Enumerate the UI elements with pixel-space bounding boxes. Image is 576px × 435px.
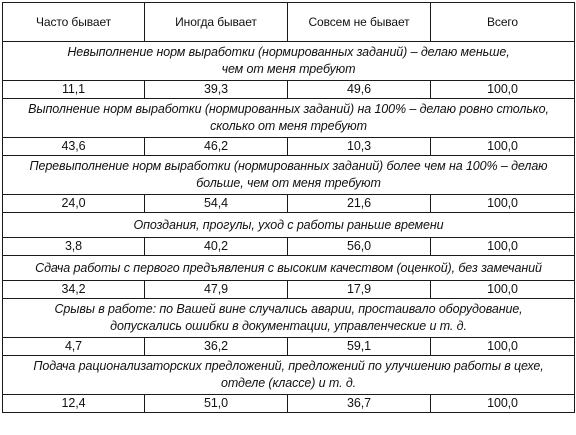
table-row bbox=[3, 281, 575, 299]
cell-total: 100,0 bbox=[431, 195, 575, 213]
cell-never: 56,0 bbox=[288, 238, 431, 256]
cell-often: 3,8 bbox=[3, 238, 145, 256]
header-row bbox=[3, 3, 575, 42]
cell-never: 10,3 bbox=[288, 138, 431, 156]
caption-line: Выполнение норм выработки (нормированных заданий) на 100% – делаю ровно столько, bbox=[28, 102, 549, 116]
cell-sometimes: 51,0 bbox=[145, 395, 288, 413]
caption-line: отделе (классе) и т. д. bbox=[220, 376, 357, 390]
table-row-caption bbox=[3, 156, 575, 195]
cell-total: 100,0 bbox=[431, 281, 575, 299]
survey-table bbox=[2, 2, 575, 413]
caption-line: чем от меня требуют bbox=[221, 62, 356, 76]
caption-line: Подача рационализаторских предложений, предложений по улучшению работы в цехе, bbox=[33, 359, 544, 373]
row-caption bbox=[3, 356, 575, 395]
caption-line: сколько от меня требуют bbox=[210, 119, 367, 133]
cell-total: 100,0 bbox=[431, 81, 575, 99]
cell-sometimes: 36,2 bbox=[145, 338, 288, 356]
cell-sometimes: 40,2 bbox=[145, 238, 288, 256]
cell-total: 100,0 bbox=[431, 138, 575, 156]
column-header-never: Совсем не бывает bbox=[288, 3, 431, 42]
cell-never: 36,7 bbox=[288, 395, 431, 413]
caption-line: Сдача работы с первого предъявления с высоким качеством (оценкой), без замечаний bbox=[35, 260, 542, 275]
cell-sometimes: 39,3 bbox=[145, 81, 288, 99]
caption-line: допускались ошибки в документации, управленческие и т. д. bbox=[110, 319, 467, 333]
caption-line: Перевыполнение норм выработки (нормированных заданий) более чем на 100% – делаю bbox=[29, 159, 548, 173]
caption-line: Срывы в работе: по Вашей вине случались аварии, простаивало оборудование, bbox=[54, 302, 523, 316]
row-caption bbox=[3, 99, 575, 138]
caption-line: больше, чем от меня требуют bbox=[196, 176, 381, 190]
row-caption bbox=[3, 213, 575, 238]
table-row bbox=[3, 195, 575, 213]
table-row bbox=[3, 395, 575, 413]
caption-line: Невыполнение норм выработки (нормированных заданий) – делаю меньше, bbox=[67, 45, 510, 59]
cell-often: 11,1 bbox=[3, 81, 145, 99]
table-row-caption bbox=[3, 299, 575, 338]
table-row bbox=[3, 138, 575, 156]
table-row-caption bbox=[3, 213, 575, 238]
cell-never: 49,6 bbox=[288, 81, 431, 99]
row-caption bbox=[3, 299, 575, 338]
cell-sometimes: 54,4 bbox=[145, 195, 288, 213]
cell-often: 12,4 bbox=[3, 395, 145, 413]
cell-often: 43,6 bbox=[3, 138, 145, 156]
column-header-sometimes: Иногда бывает bbox=[145, 3, 288, 42]
table-row-caption bbox=[3, 356, 575, 395]
column-header-often: Часто бывает bbox=[3, 3, 145, 42]
table-row bbox=[3, 338, 575, 356]
table-row-caption bbox=[3, 256, 575, 281]
cell-sometimes: 47,9 bbox=[145, 281, 288, 299]
cell-total: 100,0 bbox=[431, 338, 575, 356]
cell-sometimes: 46,2 bbox=[145, 138, 288, 156]
table-row bbox=[3, 81, 575, 99]
row-caption bbox=[3, 156, 575, 195]
table-row-caption bbox=[3, 42, 575, 81]
cell-often: 24,0 bbox=[3, 195, 145, 213]
cell-often: 34,2 bbox=[3, 281, 145, 299]
cell-total: 100,0 bbox=[431, 238, 575, 256]
table-row-caption bbox=[3, 99, 575, 138]
caption-line: Опоздания, прогулы, уход с работы раньше времени bbox=[133, 217, 444, 232]
cell-never: 21,6 bbox=[288, 195, 431, 213]
cell-total: 100,0 bbox=[431, 395, 575, 413]
column-header-total: Всего bbox=[431, 3, 575, 42]
table-row bbox=[3, 238, 575, 256]
row-caption bbox=[3, 256, 575, 281]
row-caption bbox=[3, 42, 575, 81]
cell-often: 4,7 bbox=[3, 338, 145, 356]
cell-never: 59,1 bbox=[288, 338, 431, 356]
cell-never: 17,9 bbox=[288, 281, 431, 299]
